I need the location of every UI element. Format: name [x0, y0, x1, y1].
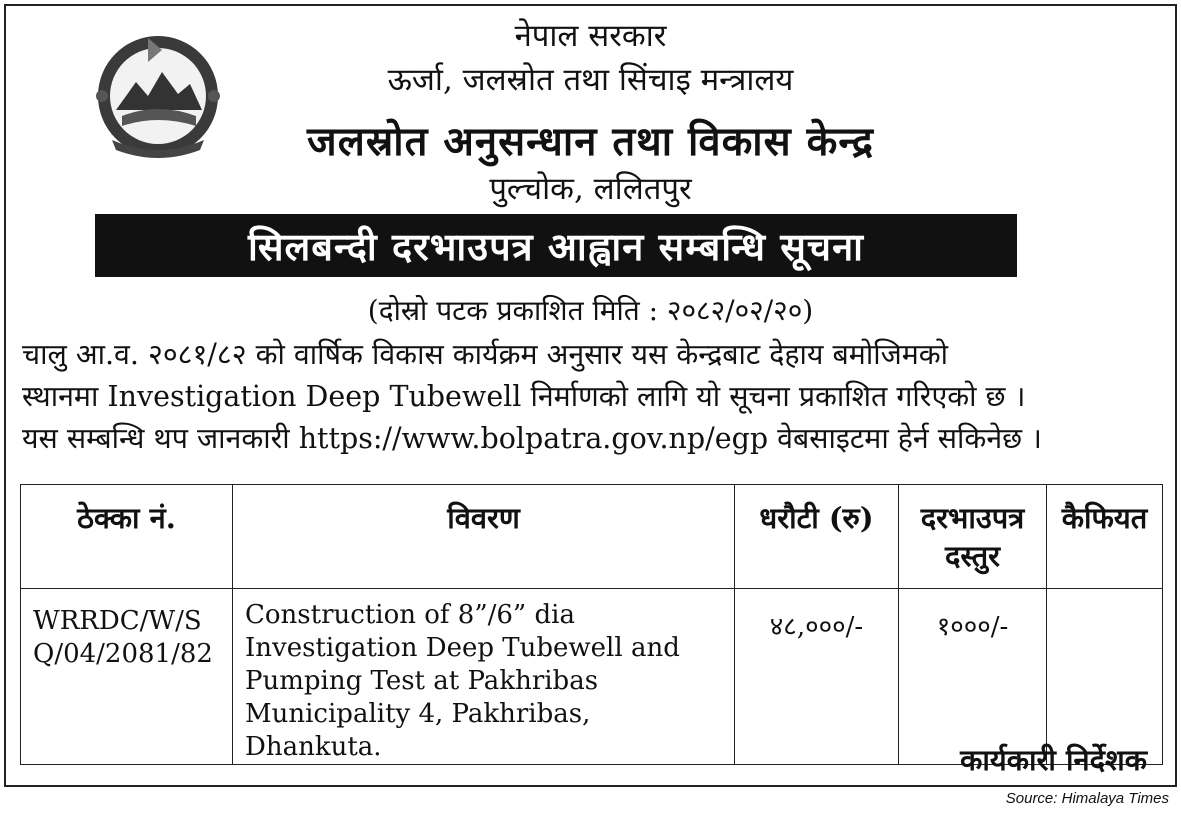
notice-title-banner: [95, 214, 1017, 277]
col-fee: दरभाउपत्र दस्तुर: [899, 485, 1047, 589]
paragraph-line: यस सम्बन्धि थप जानकारी https://www.bolpatra.gov.np/egp वेबसाइटमा हेर्न सकिनेछ ।: [22, 422, 1042, 455]
source-credit: Source: Himalaya Times: [1005, 790, 1169, 807]
notice-title: सिलबन्दी दरभाउपत्र आह्वान सम्बन्धि सूचना: [248, 223, 864, 269]
header-government: नेपाल सरकार: [514, 18, 667, 54]
tender-table: [20, 484, 1163, 765]
header-address: पुल्चोक, ललितपुर: [489, 171, 692, 207]
publication-date: (दोस्रो पटक प्रकाशित मिति : २०८२/०२/२०): [367, 294, 814, 327]
col-deposit: धरौटी (रु): [735, 485, 899, 589]
header-ministry: ऊर्जा, जलस्रोत तथा सिंचाइ मन्त्रालय: [387, 62, 794, 98]
description-cell: Construction of 8”/6” dia Investigation Deep Tubewell and Pumping Test at Pakhribas Municipality 4, Pakhribas, Dhankuta.: [233, 589, 735, 765]
col-remarks: कैफियत: [1047, 485, 1163, 589]
deposit-cell: ४८,०००/-: [735, 589, 899, 765]
notice-paragraph: [22, 334, 1172, 460]
remarks-cell: [1047, 589, 1163, 765]
contract-no-cell: WRRDC/W/SQ/04/2081/82: [21, 589, 233, 765]
paragraph-line: स्थानमा Investigation Deep Tubewell निर्माणको लागि यो सूचना प्रकाशित गरिएको छ ।: [22, 380, 1026, 413]
col-contract-no: ठेक्का नं.: [21, 485, 233, 589]
fee-cell: १०००/-: [899, 589, 1047, 765]
paragraph-line: चालु आ.व. २०८१/८२ को वार्षिक विकास कार्यक्रम अनुसार यस केन्द्रबाट देहाय बमोजिमको: [22, 338, 949, 371]
col-description: विवरण: [233, 485, 735, 589]
table-header-row: [21, 485, 1163, 589]
signature-title: कार्यकारी निर्देशक: [960, 743, 1147, 777]
header-organization: जलस्रोत अनुसन्धान तथा विकास केन्द्र: [307, 118, 874, 165]
table-row: [21, 589, 1163, 765]
